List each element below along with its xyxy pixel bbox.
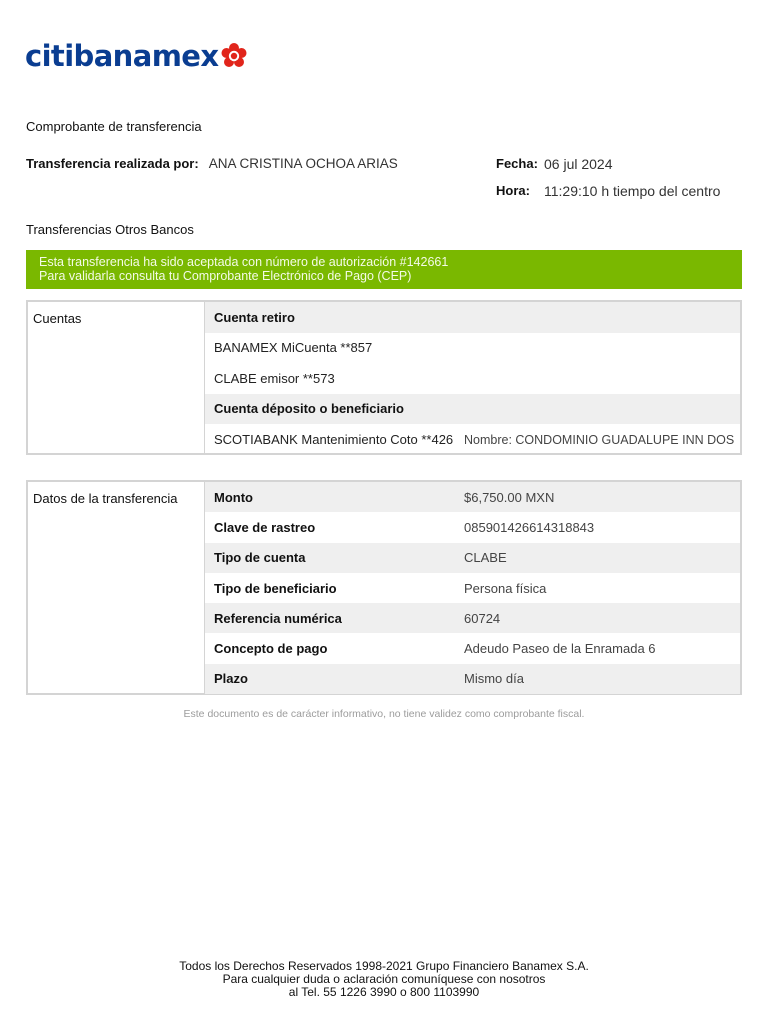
date-value: 06 jul 2024 — [544, 156, 613, 172]
table-row — [205, 424, 740, 455]
term-value: Mismo día — [464, 671, 524, 687]
made-by-value: ANA CRISTINA OCHOA ARIAS — [208, 156, 398, 171]
table-row — [205, 633, 740, 663]
beneficiary-type-label: Tipo de beneficiario — [214, 580, 337, 596]
accounts-rows — [205, 302, 740, 453]
table-row — [205, 482, 740, 512]
time-value: 11:29:10 h tiempo del centro — [544, 183, 721, 199]
banamex-flower-icon — [220, 42, 248, 70]
made-by-line — [26, 156, 398, 171]
amount-value: $6,750.00 MXN — [464, 489, 555, 505]
account-type-value: CLABE — [464, 550, 507, 566]
amount-label: Monto — [214, 489, 253, 505]
footer-copyright: Todos los Derechos Reservados 1998-2021 Grupo Financiero Banamex S.A. — [179, 959, 589, 973]
numeric-reference-value: 60724 — [464, 610, 501, 626]
transfer-data-label: Datos de la transferencia — [28, 482, 205, 693]
table-row — [205, 543, 740, 573]
document-title: Comprobante de transferencia — [26, 119, 202, 134]
table-row — [205, 664, 740, 694]
footer — [0, 960, 768, 999]
transfer-data-rows — [205, 482, 740, 693]
tracking-key-value: 085901426614318843 — [464, 519, 595, 535]
tracking-key-label: Clave de rastreo — [214, 519, 316, 535]
table-row — [205, 333, 740, 364]
footer-phone: al Tel. 55 1226 3990 o 800 1103990 — [288, 985, 480, 999]
table-row — [205, 573, 740, 603]
citibanamex-logo — [25, 38, 248, 74]
accounts-label: Cuentas — [28, 302, 205, 453]
banner-line-authorization: Esta transferencia ha sido aceptada con número de autorización #142661 — [39, 255, 449, 269]
beneficiary-type-value: Persona física — [464, 580, 547, 596]
withdrawal-account: BANAMEX MiCuenta **857 — [214, 340, 373, 356]
logo-wordmark: citibanamex — [25, 38, 219, 73]
numeric-reference-label: Referencia numérica — [214, 610, 342, 626]
table-row — [205, 603, 740, 633]
accounts-table — [26, 300, 742, 455]
deposit-header: Cuenta déposito o beneficiario — [214, 401, 404, 417]
section-title: Transferencias Otros Bancos — [26, 222, 194, 237]
table-row — [205, 512, 740, 542]
time-label: Hora: — [496, 183, 530, 198]
made-by-label: Transferencia realizada por: — [26, 156, 199, 171]
disclaimer: Este documento es de carácter informativo, no tiene validez como comprobante fiscal. — [183, 708, 585, 720]
date-line — [496, 156, 613, 172]
withdrawal-header: Cuenta retiro — [214, 309, 295, 325]
beneficiary-name: Nombre: CONDOMINIO GUADALUPE INN DOS — [464, 433, 735, 448]
deposit-account: SCOTIABANK Mantenimiento Coto **426 — [214, 431, 454, 447]
account-type-label: Tipo de cuenta — [214, 550, 306, 566]
table-row — [205, 363, 740, 394]
payment-concept-value: Adeudo Paseo de la Enramada 6 — [464, 641, 656, 657]
term-label: Plazo — [214, 671, 248, 687]
authorization-banner — [26, 250, 742, 289]
table-row — [205, 302, 740, 333]
payment-concept-label: Concepto de pago — [214, 641, 328, 657]
table-row — [205, 394, 740, 425]
date-label: Fecha: — [496, 156, 538, 171]
transfer-data-table — [26, 480, 742, 695]
clabe-emisor: CLABE emisor **573 — [214, 370, 335, 386]
banner-line-cep: Para validarla consulta tu Comprobante Electrónico de Pago (CEP) — [39, 269, 412, 283]
footer-contact: Para cualquier duda o aclaración comuníquese con nosotros — [222, 972, 546, 986]
time-line — [496, 183, 720, 199]
